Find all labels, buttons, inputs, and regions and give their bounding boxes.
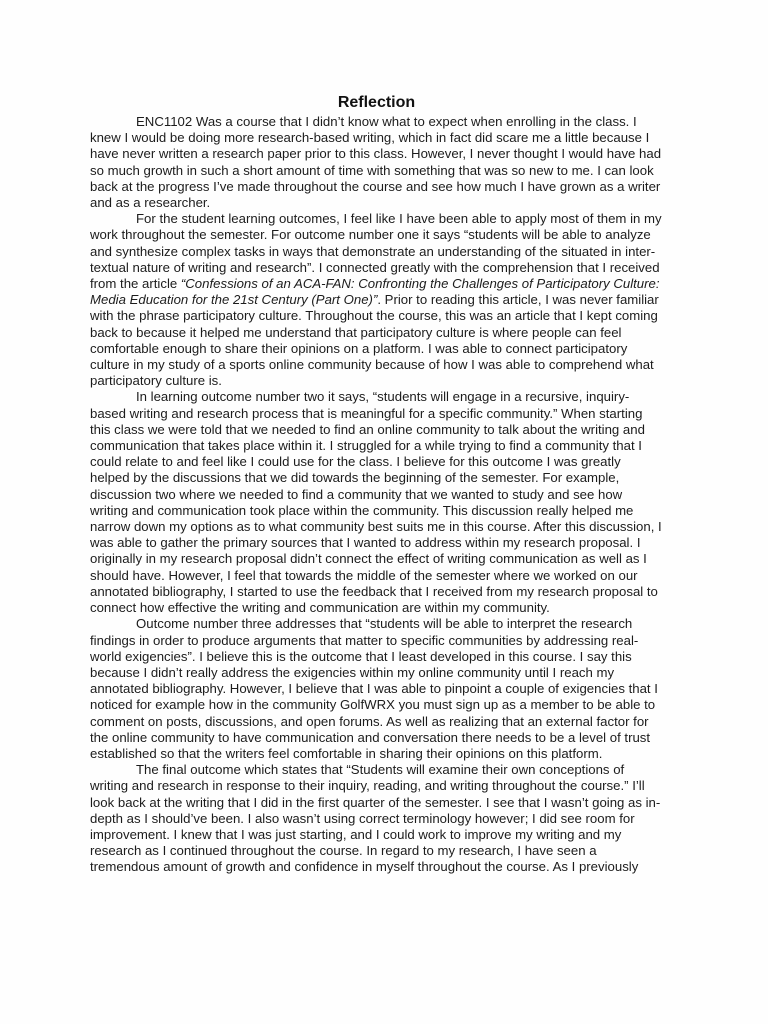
paragraph-intro: ENC1102 Was a course that I didn’t know what to expect when enrolling in the class. I knew I would be doing more research-based writing, which in fact did scare me a little because I have never written a research paper prior to this class. However, I never thought I would have had so much growth in such a short amount of time with something that was so new to me. I can look back at the progress I’ve made throughout the course and see how much I have grown as a writer and as a researcher. [90,114,662,211]
article-title: “Confessions of an ACA-FAN: Confronting the Challenges of Participatory Culture: Media Education for the 21st Century (Part One)” [90,276,660,308]
paragraph-outcome-one [90,211,663,389]
paragraph-final-outcome: The final outcome which states that “Students will examine their own conceptions of writing and research in response to their inquiry, reading, and writing throughout the course.” I’ll look back at the writing that I did in the first quarter of the semester. I see that I wasn’t going as in-depth as I should’ve been. I also wasn’t using correct terminology however; I did see room for improvement. I knew that I was just starting, and I could work to improve my writing and my research as I continued throughout the course. In regard to my research, I have seen a tremendous amount of growth and confidence in myself throughout the course. As I previously [90,762,661,875]
paragraph-text-after-article: . Prior to reading this article, I was never familiar with the phrase participatory culture. Throughout the course, this was an article that I kept coming back to because it helped me understand that participatory culture is where people can feel comfortable enough to share their opinions on a platform. I was able to connect participatory culture in my study of a sports online community because of how I was able to comprehend what participatory culture is. [90,292,659,389]
document-body [90,93,663,876]
document-title: Reflection [337,94,416,111]
paragraph-outcome-three: Outcome number three addresses that “students will be able to interpret the research findings in order to produce arguments that matter to specific communities by addressing real-world exigencies”. I believe this is the outcome that I least developed in this course. I say this because I didn’t really address the exigencies within my online community until I reach my annotated bibliography. However, I believe that I was able to pinpoint a couple of exigencies that I noticed for example how in the community GolfWRX you must sign up as a member to be able to comment on posts, discussions, and open forums. As well as realizing that an external factor for the online community to have communication and conversation there needs to be a level of trust established so that the writers feel comfortable in sharing their opinions on this platform. [90,616,658,761]
paragraph-text-before-article: For the student learning outcomes, I feel like I have been able to apply most of them in my work throughout the semester. For outcome number one it says “students will be able to analyze and synthesize complex tasks in ways that demonstrate an understanding of the situated in inter-textual nature of writing and research”. I connected greatly with the comprehension that I received from the article [90,211,662,292]
paragraph-outcome-two: In learning outcome number two it says, “students will engage in a recursive, inquiry-based writing and research process that is meaningful for a specific community.” When starting this class we were told that we needed to find an online community to talk about the writing and communication that takes place within it. I struggled for a while trying to find a community that I could relate to and feel like I could use for the class. I believe for this outcome I was greatly helped by the discussions that we did towards the beginning of the semester. For example, discussion two where we needed to find a community that we wanted to study and see how writing and communication took place within the community. This discussion really helped me narrow down my options as to what community best suits me in this course. After this discussion, I was able to gather the primary sources that I wanted to address within my research proposal. I originally in my research proposal didn’t connect the effect of writing communication as well as I should have. However, I feel that towards the middle of the semester where we worked on our annotated bibliography, I started to use the feedback that I received from my research proposal to connect how effective the writing and communication are within my community. [90,389,662,616]
